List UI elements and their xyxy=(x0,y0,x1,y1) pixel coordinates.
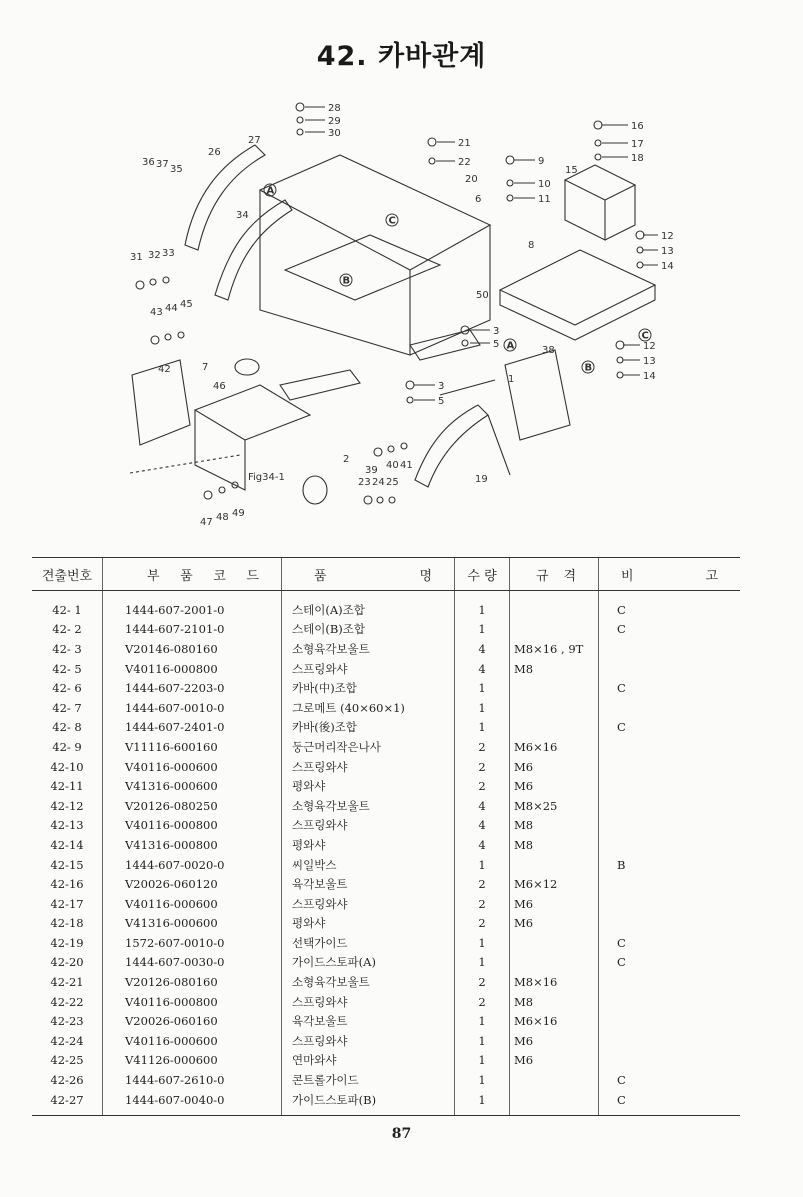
cell-note xyxy=(599,796,741,816)
table-row xyxy=(32,718,740,738)
cell-note: C xyxy=(599,1090,741,1116)
cell-note xyxy=(599,972,741,992)
table-row xyxy=(32,591,740,620)
cell-code: 1572-607-0010-0 xyxy=(103,933,282,953)
svg-text:15: 15 xyxy=(565,165,578,176)
cell-no: 42- 3 xyxy=(52,641,82,656)
cell-spec: M8 xyxy=(510,992,599,1012)
cell-code: V40116-000600 xyxy=(103,1031,282,1051)
cell-name: 스프링와샤 xyxy=(282,894,455,914)
table-row xyxy=(32,816,740,836)
svg-text:8: 8 xyxy=(528,240,535,251)
cell-no: 42-14 xyxy=(50,837,84,852)
cell-no: 42-21 xyxy=(50,975,84,990)
cell-code: 1444-607-2001-0 xyxy=(103,591,282,620)
cell-spec: M6 xyxy=(510,1051,599,1071)
svg-text:12: 12 xyxy=(643,341,656,352)
svg-text:46: 46 xyxy=(213,381,226,392)
cell-spec xyxy=(510,718,599,738)
table-row xyxy=(32,874,740,894)
cell-name: 둥근머리작은나사 xyxy=(282,737,455,757)
svg-text:16: 16 xyxy=(631,121,644,132)
cell-no: 42-17 xyxy=(50,896,84,911)
cell-name: 평와샤 xyxy=(282,914,455,934)
page-number: 87 xyxy=(391,1126,412,1142)
svg-text:19: 19 xyxy=(475,474,488,485)
svg-text:A: A xyxy=(506,340,515,352)
cell-no: 42-12 xyxy=(50,798,84,813)
svg-text:33: 33 xyxy=(162,248,175,259)
cell-note: B xyxy=(599,855,741,875)
table-row xyxy=(32,639,740,659)
svg-text:B: B xyxy=(584,362,593,374)
table-row xyxy=(32,776,740,796)
svg-text:40: 40 xyxy=(386,460,399,471)
svg-text:14: 14 xyxy=(643,371,656,382)
header-note: 비 고 xyxy=(599,558,741,591)
cell-name: 스테이(B)조합 xyxy=(282,620,455,640)
cell-no: 42- 6 xyxy=(52,681,82,696)
cell-name: 연마와샤 xyxy=(282,1051,455,1071)
svg-text:30: 30 xyxy=(328,128,341,139)
table-row xyxy=(32,992,740,1012)
cell-no: 42-27 xyxy=(32,1090,103,1116)
svg-text:9: 9 xyxy=(538,156,545,167)
cell-note xyxy=(599,737,741,757)
cell-qty: 4 xyxy=(455,816,510,836)
cell-note xyxy=(599,1031,741,1051)
cell-note: C xyxy=(599,933,741,953)
cell-name: 소형육각보울트 xyxy=(282,639,455,659)
svg-text:23: 23 xyxy=(358,477,371,488)
cell-spec xyxy=(510,591,599,620)
svg-text:34: 34 xyxy=(236,210,249,221)
cell-spec: M6 xyxy=(510,776,599,796)
cell-spec xyxy=(510,698,599,718)
svg-text:41: 41 xyxy=(400,460,413,471)
cell-note xyxy=(599,639,741,659)
cell-note xyxy=(599,835,741,855)
header-qty: 수 량 xyxy=(455,558,510,591)
table-row xyxy=(32,894,740,914)
table-row xyxy=(32,914,740,934)
svg-text:39: 39 xyxy=(365,465,378,476)
svg-text:24: 24 xyxy=(372,477,385,488)
cell-qty: 1 xyxy=(455,698,510,718)
cell-code: 1444-607-0040-0 xyxy=(103,1090,282,1116)
svg-text:48: 48 xyxy=(216,512,229,523)
cell-note xyxy=(599,894,741,914)
cell-note xyxy=(599,776,741,796)
cell-name: 소형육각보울트 xyxy=(282,972,455,992)
header-name: 품 명 xyxy=(282,558,455,591)
cell-no: 42-19 xyxy=(50,935,84,950)
cell-code: V40116-000800 xyxy=(103,659,282,679)
header-spec: 규 격 xyxy=(510,558,599,591)
cell-name: 육각보울트 xyxy=(282,874,455,894)
table-row xyxy=(32,1051,740,1071)
cell-no: 42-24 xyxy=(50,1033,84,1048)
cell-qty: 2 xyxy=(455,776,510,796)
svg-text:49: 49 xyxy=(232,508,245,519)
svg-text:17: 17 xyxy=(631,139,644,150)
cell-name: 평와샤 xyxy=(282,776,455,796)
cell-spec: M8×16 , 9T xyxy=(510,639,599,659)
cell-note: C xyxy=(599,678,741,698)
svg-text:31: 31 xyxy=(130,252,143,263)
cell-no: 42-23 xyxy=(50,1014,84,1029)
cell-name: 스프링와샤 xyxy=(282,1031,455,1051)
svg-text:1: 1 xyxy=(508,374,515,385)
cell-code: V41316-000600 xyxy=(103,776,282,796)
cell-no: 42-13 xyxy=(50,818,84,833)
cell-qty: 1 xyxy=(455,1031,510,1051)
cell-name: 가이드스토파(A) xyxy=(282,953,455,973)
cell-qty: 1 xyxy=(455,591,510,620)
svg-text:44: 44 xyxy=(165,303,178,314)
cell-spec xyxy=(510,620,599,640)
cell-note xyxy=(599,659,741,679)
cell-code: 1444-607-2203-0 xyxy=(103,678,282,698)
cell-note xyxy=(599,757,741,777)
cell-code: V11116-600160 xyxy=(103,737,282,757)
cell-qty: 2 xyxy=(455,972,510,992)
cell-qty: 2 xyxy=(455,757,510,777)
cell-code: 1444-607-0020-0 xyxy=(103,855,282,875)
cell-code: 1444-607-0030-0 xyxy=(103,953,282,973)
cell-spec: M6 xyxy=(510,894,599,914)
page-title: 42. 카바관계 xyxy=(316,41,487,72)
cell-code: V20026-060120 xyxy=(103,874,282,894)
cell-note xyxy=(599,992,741,1012)
svg-text:32: 32 xyxy=(148,250,161,261)
cell-qty: 1 xyxy=(455,1070,510,1090)
svg-text:3: 3 xyxy=(438,381,445,392)
cell-qty: 2 xyxy=(455,874,510,894)
cell-qty: 4 xyxy=(455,639,510,659)
cell-qty: 1 xyxy=(455,620,510,640)
cell-name: 그로메트 (40×60×1) xyxy=(282,698,455,718)
table-row xyxy=(32,972,740,992)
cell-no: 42-18 xyxy=(50,916,84,931)
cell-spec xyxy=(510,855,599,875)
fig-reference: Fig34-1 xyxy=(248,472,285,483)
cell-code: V41126-000600 xyxy=(103,1051,282,1071)
cell-no: 42-20 xyxy=(50,955,84,970)
cell-note xyxy=(599,816,741,836)
cell-spec: M8×16 xyxy=(510,972,599,992)
svg-text:42: 42 xyxy=(158,364,171,375)
cell-code: V20146-080160 xyxy=(103,639,282,659)
cell-name: 카바(中)조합 xyxy=(282,678,455,698)
table-row xyxy=(32,698,740,718)
cell-spec xyxy=(510,953,599,973)
svg-text:10: 10 xyxy=(538,179,551,190)
svg-text:7: 7 xyxy=(202,362,209,373)
cell-qty: 2 xyxy=(455,992,510,1012)
cell-code: V20126-080250 xyxy=(103,796,282,816)
svg-text:C: C xyxy=(641,330,649,342)
svg-text:50: 50 xyxy=(476,290,489,301)
cell-code: V40116-000800 xyxy=(103,992,282,1012)
cell-spec: M8 xyxy=(510,835,599,855)
svg-text:B: B xyxy=(342,275,351,287)
cell-qty: 1 xyxy=(455,1051,510,1071)
cell-qty: 4 xyxy=(455,796,510,816)
cell-name: 스프링와샤 xyxy=(282,757,455,777)
cell-spec: M8 xyxy=(510,816,599,836)
cell-code: 1444-607-2101-0 xyxy=(103,620,282,640)
svg-text:11: 11 xyxy=(538,194,551,205)
cell-spec xyxy=(510,1090,599,1116)
cell-qty: 1 xyxy=(455,855,510,875)
svg-text:36: 36 xyxy=(142,157,155,168)
cell-note xyxy=(599,914,741,934)
cell-note: C xyxy=(599,591,741,620)
cell-note xyxy=(599,874,741,894)
cell-name: 스테이(A)조합 xyxy=(282,591,455,620)
table-row xyxy=(32,1011,740,1031)
svg-text:6: 6 xyxy=(475,194,482,205)
cell-note: C xyxy=(599,1070,741,1090)
exploded-parts-diagram xyxy=(110,95,680,535)
cell-note xyxy=(599,1051,741,1071)
cell-qty: 4 xyxy=(455,835,510,855)
table-row xyxy=(32,835,740,855)
cell-spec: M6×12 xyxy=(510,874,599,894)
cell-no: 42-10 xyxy=(50,759,84,774)
cell-spec xyxy=(510,678,599,698)
cell-code: V20126-080160 xyxy=(103,972,282,992)
cell-no: 42-26 xyxy=(50,1073,84,1088)
cell-note: C xyxy=(599,718,741,738)
cell-code: V41316-000600 xyxy=(103,914,282,934)
svg-text:35: 35 xyxy=(170,164,183,175)
svg-text:29: 29 xyxy=(328,116,341,127)
svg-text:38: 38 xyxy=(542,345,555,356)
table-row xyxy=(32,678,740,698)
cell-qty: 2 xyxy=(455,894,510,914)
cell-spec: M8 xyxy=(510,659,599,679)
header-code: 부 품 코 드 xyxy=(103,558,282,591)
cell-code: V40116-000600 xyxy=(103,894,282,914)
cell-qty: 1 xyxy=(455,953,510,973)
cell-code: V41316-000800 xyxy=(103,835,282,855)
cell-name: 콘트롤가이드 xyxy=(282,1070,455,1090)
svg-text:18: 18 xyxy=(631,153,644,164)
table-row xyxy=(32,737,740,757)
svg-text:45: 45 xyxy=(180,299,193,310)
cell-qty: 1 xyxy=(455,678,510,698)
cell-note: C xyxy=(599,620,741,640)
header-no: 견출번호 xyxy=(32,558,103,591)
cell-code: V20026-060160 xyxy=(103,1011,282,1031)
cell-spec xyxy=(510,1070,599,1090)
cell-no: 42- 5 xyxy=(52,661,82,676)
cell-code: V40116-000600 xyxy=(103,757,282,777)
svg-text:13: 13 xyxy=(643,356,656,367)
cell-qty: 1 xyxy=(455,1011,510,1031)
cell-no: 42- 7 xyxy=(52,700,82,715)
svg-text:22: 22 xyxy=(458,157,471,168)
cell-note: C xyxy=(599,953,741,973)
svg-text:37: 37 xyxy=(156,159,169,170)
cell-no: 42- 1 xyxy=(52,602,82,617)
cell-code: 1444-607-2610-0 xyxy=(103,1070,282,1090)
cell-qty: 1 xyxy=(455,1090,510,1116)
svg-text:27: 27 xyxy=(248,135,261,146)
cell-name: 스프링와샤 xyxy=(282,816,455,836)
cell-name: 육각보울트 xyxy=(282,1011,455,1031)
svg-text:14: 14 xyxy=(661,261,674,272)
cell-spec: M6 xyxy=(510,1031,599,1051)
parts-table-body xyxy=(32,591,740,1116)
cell-spec: M6×16 xyxy=(510,1011,599,1031)
cell-no: 42-22 xyxy=(50,994,84,1009)
table-row xyxy=(32,1090,740,1116)
cell-name: 소형육각보울트 xyxy=(282,796,455,816)
cell-qty: 2 xyxy=(455,737,510,757)
table-row xyxy=(32,855,740,875)
cell-no: 42-15 xyxy=(50,857,84,872)
svg-text:25: 25 xyxy=(386,477,399,488)
cell-qty: 2 xyxy=(455,914,510,934)
cell-note xyxy=(599,698,741,718)
svg-text:5: 5 xyxy=(438,396,445,407)
parts-list-table xyxy=(32,557,740,1116)
cell-qty: 1 xyxy=(455,933,510,953)
cell-note xyxy=(599,1011,741,1031)
cell-spec: M6 xyxy=(510,914,599,934)
table-row xyxy=(32,757,740,777)
cell-qty: 4 xyxy=(455,659,510,679)
svg-text:12: 12 xyxy=(661,231,674,242)
svg-text:21: 21 xyxy=(458,138,471,149)
svg-text:26: 26 xyxy=(208,147,221,158)
cell-spec: M6 xyxy=(510,757,599,777)
cell-no: 42- 9 xyxy=(52,739,82,754)
svg-text:2: 2 xyxy=(343,454,350,465)
cell-code: 1444-607-0010-0 xyxy=(103,698,282,718)
table-row xyxy=(32,796,740,816)
svg-text:20: 20 xyxy=(465,174,478,185)
cell-name: 스프링와샤 xyxy=(282,659,455,679)
cell-code: V40116-000800 xyxy=(103,816,282,836)
cell-name: 가이드스토파(B) xyxy=(282,1090,455,1116)
svg-text:28: 28 xyxy=(328,103,341,114)
cell-qty: 1 xyxy=(455,718,510,738)
cell-name: 선택가이드 xyxy=(282,933,455,953)
cell-spec xyxy=(510,933,599,953)
svg-text:3: 3 xyxy=(493,326,500,337)
table-row xyxy=(32,953,740,973)
cell-no: 42- 2 xyxy=(52,622,82,637)
table-row xyxy=(32,1031,740,1051)
svg-text:C: C xyxy=(388,215,396,227)
svg-text:43: 43 xyxy=(150,307,163,318)
table-row xyxy=(32,1070,740,1090)
cell-no: 42- 8 xyxy=(52,720,82,735)
cell-code: 1444-607-2401-0 xyxy=(103,718,282,738)
cell-name: 카바(後)조합 xyxy=(282,718,455,738)
svg-text:47: 47 xyxy=(200,517,213,528)
table-row xyxy=(32,620,740,640)
cell-spec: M6×16 xyxy=(510,737,599,757)
svg-text:13: 13 xyxy=(661,246,674,257)
table-row xyxy=(32,933,740,953)
cell-no: 42-16 xyxy=(50,877,84,892)
table-header-row xyxy=(32,558,740,591)
cell-no: 42-25 xyxy=(50,1053,84,1068)
cell-spec: M8×25 xyxy=(510,796,599,816)
svg-text:A: A xyxy=(266,185,275,197)
cell-name: 씨일박스 xyxy=(282,855,455,875)
cell-no: 42-11 xyxy=(50,779,84,794)
cell-name: 평와샤 xyxy=(282,835,455,855)
cell-name: 스프링와샤 xyxy=(282,992,455,1012)
table-row xyxy=(32,659,740,679)
svg-text:5: 5 xyxy=(493,339,500,350)
